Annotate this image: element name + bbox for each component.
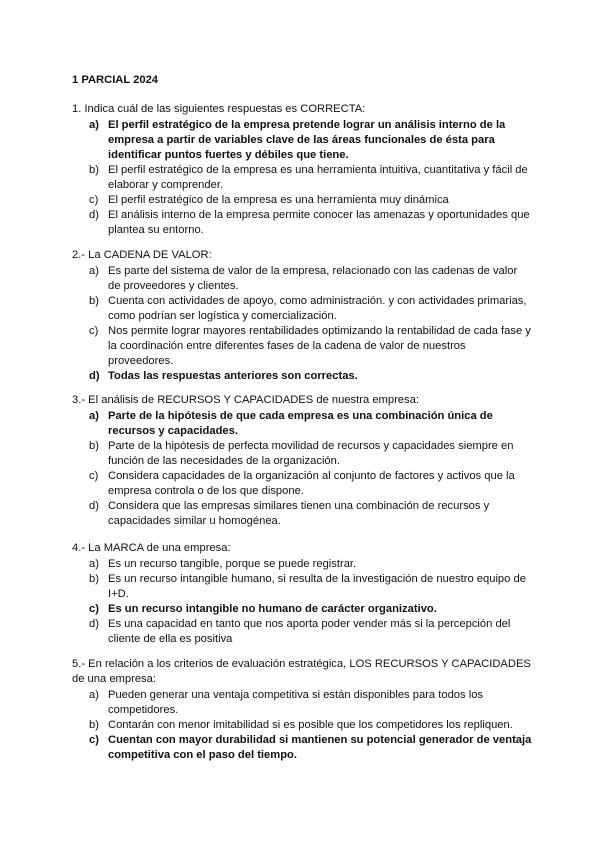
option-text: Es una capacidad en tanto que nos aporta poder vender más si la percepción del cliente de ella es positiva [108, 618, 511, 645]
option-d [72, 617, 532, 647]
option-a [72, 688, 532, 718]
option-b [72, 163, 532, 193]
option-letter: d) [89, 618, 99, 630]
option-letter: c) [89, 734, 99, 746]
option-a [72, 409, 532, 439]
option-b [72, 718, 532, 733]
option-text: El análisis interno de la empresa permite conocer las amenazas y oportunidades que plantea su entorno. [108, 209, 530, 236]
option-c [72, 733, 532, 763]
option-text: Contarán con menor imitabilidad si es posible que los competidores los repliquen. [108, 719, 513, 731]
question-5 [72, 657, 532, 763]
option-text: Nos permite lograr mayores rentabilidades optimizando la rentabilidad de cada fase y la coordinación entre diferentes fases de la cadena de valor de nuestros proveedores. [108, 325, 531, 367]
options-list [72, 264, 532, 384]
option-text: Pueden generar una ventaja competitiva si están disponibles para todos los competidores. [108, 689, 484, 716]
question-text: 2.- La CADENA DE VALOR: [72, 249, 212, 261]
options-list [72, 409, 532, 529]
option-text: Es parte del sistema de valor de la empresa, relacionado con las cadenas de valor de proveedores y clientes. [108, 265, 518, 292]
option-text: Es un recurso intangible humano, si resulta de la investigación de nuestro equipo de I+D. [108, 573, 526, 600]
question-text: 5.- En relación a los criterios de evaluación estratégica, LOS RECURSOS Y CAPACIDADES de una empresa: [72, 658, 531, 685]
option-b [72, 294, 532, 324]
option-c [72, 324, 532, 369]
option-text: Parte de la hipótesis de que cada empresa es una combinación única de recursos y capacidades. [108, 410, 493, 437]
option-letter: a) [89, 119, 99, 131]
option-b [72, 572, 532, 602]
option-b [72, 439, 532, 469]
option-text: Cuenta con actividades de apoyo, como administración. y con actividades primarias, como podrían ser logística y comercialización. [108, 295, 527, 322]
question-3 [72, 393, 532, 529]
options-list [72, 688, 532, 763]
option-text: Cuentan con mayor durabilidad si mantienen su potencial generador de ventaja competitiva con el paso del tiempo. [108, 734, 532, 761]
question-4 [72, 541, 532, 647]
option-letter: c) [89, 194, 99, 206]
option-a [72, 557, 532, 572]
option-text: El perfil estratégico de la empresa pretende lograr un análisis interno de la empresa a partir de variables clave de las áreas funcionales de ésta para identificar puntos fuertes y débiles que tiene. [108, 119, 506, 161]
option-letter: d) [89, 370, 100, 382]
option-text: El perfil estratégico de la empresa es una herramienta muy dinámica [108, 194, 449, 206]
option-d [72, 208, 532, 238]
exam-title: 1 PARCIAL 2024 [72, 74, 159, 86]
option-c [72, 193, 532, 208]
option-text: Considera capacidades de la organización al conjunto de factores y activos que la empresa controla o de los que dispone. [108, 470, 515, 497]
option-letter: a) [89, 558, 99, 570]
option-letter: c) [89, 603, 99, 615]
option-letter: a) [89, 689, 99, 701]
option-c [72, 602, 532, 617]
option-letter: b) [89, 573, 99, 585]
question-2 [72, 248, 532, 384]
option-text: Parte de la hipótesis de perfecta movilidad de recursos y capacidades siempre en función de las necesidades de la organización. [108, 440, 514, 467]
option-letter: a) [89, 265, 99, 277]
option-d [72, 369, 532, 384]
option-text: Es un recurso intangible no humano de carácter organizativo. [108, 603, 437, 615]
option-letter: a) [89, 410, 99, 422]
option-c [72, 469, 532, 499]
question-text: 1. Indica cuál de las siguientes respuestas es CORRECTA: [72, 103, 366, 115]
option-letter: b) [89, 295, 99, 307]
option-text: El perfil estratégico de la empresa es una herramienta intuitiva, cuantitativa y fácil de elaborar y comprender. [108, 164, 528, 191]
question-text: 3.- El análisis de RECURSOS Y CAPACIDADES de nuestra empresa: [72, 394, 419, 406]
question-text: 4.- La MARCA de una empresa: [72, 542, 231, 554]
option-text: Considera que las empresas similares tienen una combinación de recursos y capacidades similar u homogénea. [108, 500, 490, 527]
question-1 [72, 102, 532, 238]
option-d [72, 499, 532, 529]
option-a [72, 118, 532, 163]
option-text: Es un recurso tangible, porque se puede registrar. [108, 558, 357, 570]
option-letter: d) [89, 500, 99, 512]
option-letter: b) [89, 164, 99, 176]
option-letter: c) [89, 325, 99, 337]
option-letter: b) [89, 719, 99, 731]
options-list [72, 557, 532, 647]
options-list [72, 118, 532, 238]
option-text: Todas las respuestas anteriores son correctas. [108, 370, 358, 382]
option-letter: c) [89, 470, 99, 482]
option-letter: b) [89, 440, 99, 452]
option-letter: d) [89, 209, 99, 221]
option-a [72, 264, 532, 294]
